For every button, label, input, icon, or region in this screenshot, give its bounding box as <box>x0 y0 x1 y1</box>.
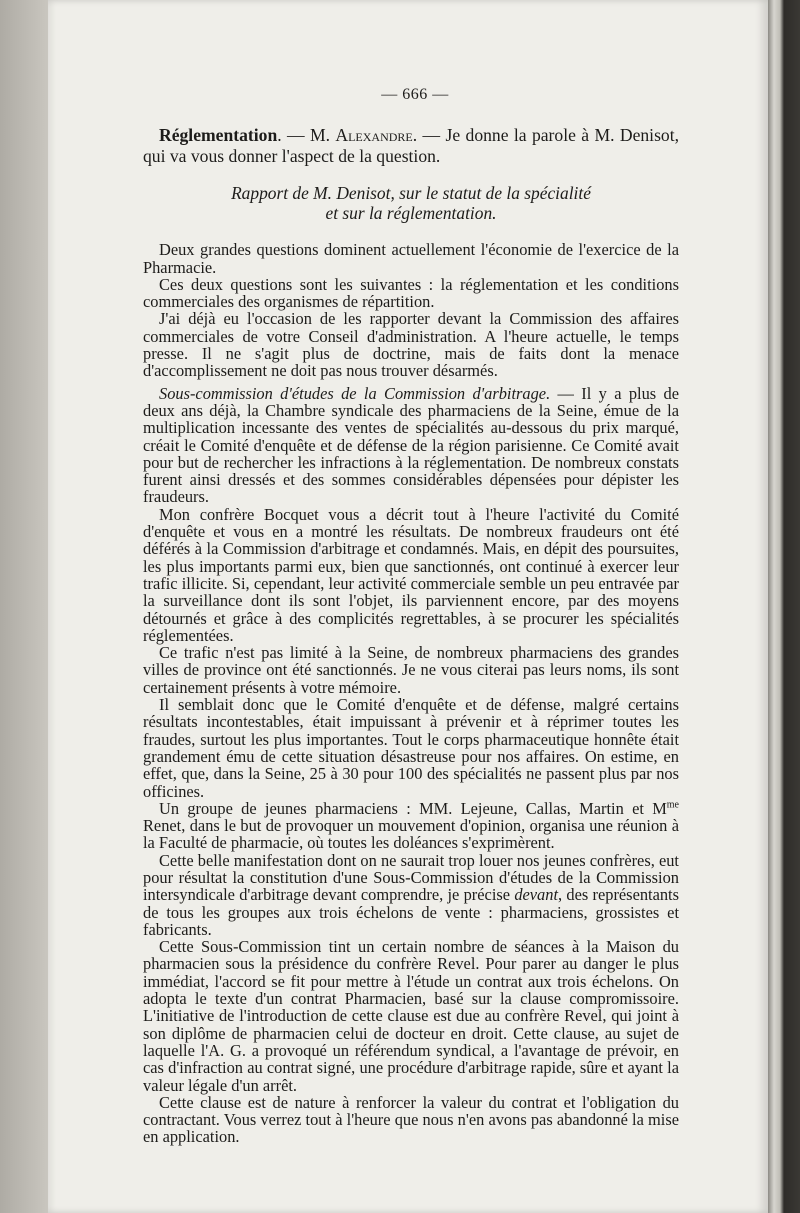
subcommission-heading: Sous-commission d'études de la Commission d'arbitrage. <box>159 383 551 403</box>
page-text <box>143 86 679 1146</box>
page-number: — 666 — <box>381 86 449 103</box>
page-right-edge <box>768 0 800 1213</box>
paragraph: Cette Sous-Commission tint un certain nombre de séances à la Maison du pharmacien sous la présidence du confrère Revel. Pour parer au danger le plus immédiat, l'accord se fit pour mettre à l'étude un contrat aux trois échelons. On adopta le texte d'un contrat Pharmacien, basé sur la clause compromissoire. L'initiative de l'introduction de cette clause est due au confrère Revel, qui joint à son diplôme de pharmacien celui de docteur en droit. Cette clause, au sujet de laquelle l'A. G. a provoqué un référendum syndical, a l'avantage de prévoir, en cas d'infraction au contrat signé, une procédure d'arbitrage rapide, sûre et ayant la valeur légale d'un arrêt. <box>143 937 679 1095</box>
paragraph: Mon confrère Bocquet vous a décrit tout à l'heure l'activité du Comité d'enquête et vous en a montré les résultats. De nombreux fraudeurs ont été déférés à la Commission d'arbitrage et condamnés. Mais, en dépit des poursuites, les plus importants parmi eux, bien que sanctionnés, ont continué à exercer leur trafic illicite. Si, cependant, leur activité commerciale semble un peu entravée par la surveillance dont ils sont l'objet, ils parviennent encore, par des moyens détournés et grâce à des complicités regrettables, à se procurer les spécialités réglementées. <box>143 504 679 645</box>
paragraph: J'ai déjà eu l'occasion de les rapporter devant la Commission des affaires commerciales de votre Conseil d'administration. A l'heure actuelle, le temps presse. Il ne s'agit plus de doctrine, mais de faits dont la menace d'accomplissement ne doit pas nous trouver désarmés. <box>143 309 679 381</box>
paragraph: Il semblait donc que le Comité d'enquête et de défense, malgré certains résultats incontestables, était impuissant à prévenir et à réprimer toutes les fraudes, surtout les plus importantes. Tout le corps pharmaceutique honnête était grandement ému de cette situation désastreuse pour nos affaires. On estime, en effet, que, dans la Seine, 25 à 30 pour 100 des spécialités ne passent plus par nos officines. <box>143 695 679 801</box>
manifest-text-before: Cette belle manifestation dont on ne saurait trop louer nos jeunes confrères, eut pour résultat la constitution d'une Sous-Commission d'études de la Commission intersyndicale d'arbitrage devant comprendre, je précise <box>143 850 679 905</box>
manifestation-paragraph <box>143 852 679 938</box>
group-text-after: Renet, dans le but de provoquer un mouvement d'opinion, organisa une réunion à la Faculté de pharmacie, où toutes les doléances s'exprimèrent. <box>143 816 679 853</box>
speaker-name: Alexandre <box>335 125 413 146</box>
group-paragraph <box>143 800 679 852</box>
page-left-margin <box>0 0 48 1213</box>
intro-dash: . — M. <box>277 125 336 146</box>
report-title-line1: Rapport de M. Denisot, sur le statut de la spécialité <box>231 183 591 204</box>
intro-paragraph <box>143 125 679 167</box>
subcommission-text: — Il y a plus de deux ans déjà, la Chambre syndicale des pharmaciens de la Seine, émue de la multiplication incessante des ventes de spécialités au-dessous du prix marqué, créait le Comité d'enquête et de défense de la région parisienne. Ce Comité avait pour but de rechercher les infractions à la réglementation. De nombreux constats furent ainsi dressés et des sommes considérables dépensées pour dépister les fraudeurs. <box>143 383 679 507</box>
manifest-text-after: , des représentants de tous les groupes aux trois échelons de vente : pharmaciens, grossistes et fabricants. <box>143 885 679 939</box>
group-superscript: me <box>666 799 679 811</box>
paragraph: Ce trafic n'est pas limité à la Seine, de nombreux pharmaciens des grandes villes de province ont été sanctionnés. Je ne vous citerai pas leurs noms, ils sont certainement présents à votre mémoire. <box>143 643 679 697</box>
group-text-before: Un groupe de jeunes pharmaciens : MM. Lejeune, Callas, Martin et M <box>159 798 667 818</box>
subcommission-paragraph <box>143 385 679 506</box>
report-title <box>143 183 679 223</box>
paragraph: Cette clause est de nature à renforcer la valeur du contrat et l'obligation du contractant. Vous verrez tout à l'heure que nous n'en avons pas abandonné la mise en application. <box>143 1092 679 1147</box>
manifest-emphasis: devant <box>514 885 559 905</box>
paragraph: Deux grandes questions dominent actuellement l'économie de l'exercice de la Pharmacie. <box>143 240 679 277</box>
report-title-line2: et sur la réglementation. <box>325 203 497 224</box>
section-heading: Réglementation <box>159 125 278 146</box>
intro-text: . — Je donne la parole à M. Denisot, qui va vous donner l'aspect de la question. <box>143 125 679 167</box>
paragraph: Ces deux questions sont les suivantes : la réglementation et les conditions commerciales des organismes de répartition. <box>143 274 679 312</box>
